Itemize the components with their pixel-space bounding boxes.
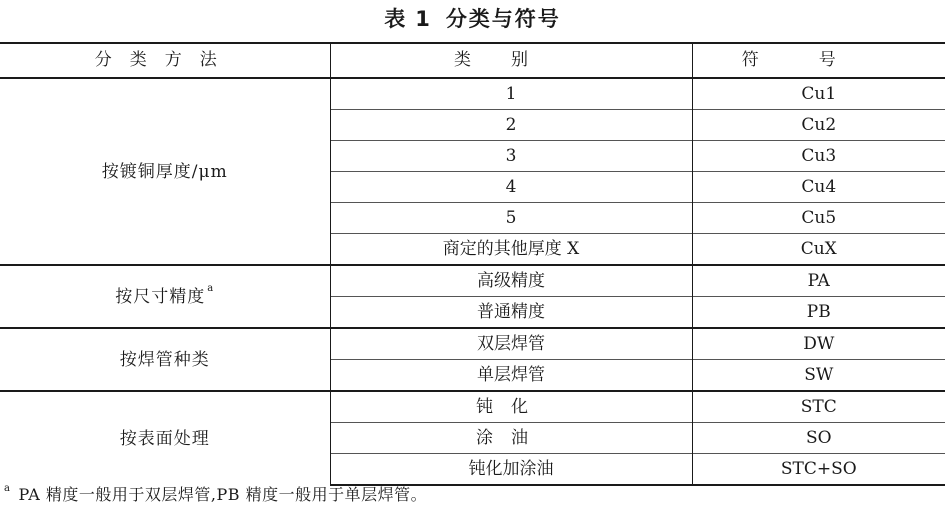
symbol-cell: SO [692, 423, 945, 454]
symbol-cell: CuX [692, 234, 945, 266]
category-cell: 5 [330, 203, 692, 234]
method-cell [0, 78, 330, 265]
table-title-prefix: 表 [384, 7, 408, 31]
symbol-cell: STC [692, 391, 945, 423]
footnote-text: PA 精度一般用于双层焊管,PB 精度一般用于单层焊管。 [18, 485, 428, 504]
category-cell: 单层焊管 [330, 360, 692, 392]
method-label: 按镀铜厚度/μm [101, 161, 228, 182]
table-title [0, 4, 945, 34]
method-label: 按焊管种类 [119, 349, 210, 370]
category-cell: 4 [330, 172, 692, 203]
category-cell: 高级精度 [330, 265, 692, 297]
category-cell: 双层焊管 [330, 328, 692, 360]
table-body [0, 78, 945, 485]
symbol-cell: STC+SO [692, 454, 945, 486]
header-symbol: 符号 [692, 43, 945, 78]
footnote-marker: a [4, 483, 11, 494]
symbol-cell: Cu4 [692, 172, 945, 203]
category-cell: 3 [330, 141, 692, 172]
category-cell: 普通精度 [330, 297, 692, 329]
category-cell: 2 [330, 110, 692, 141]
category-cell: 涂油 [330, 423, 692, 454]
symbol-cell: Cu5 [692, 203, 945, 234]
symbol-cell: Cu1 [801, 84, 837, 104]
category-cell: 1 [330, 78, 692, 110]
table-row [0, 78, 945, 110]
table-title-text: 分类与符号 [445, 7, 561, 31]
header-method: 分类方法 [0, 43, 330, 78]
category-cell: 钝化加涂油 [330, 454, 692, 486]
table-row [0, 391, 945, 423]
symbol-cell: DW [692, 328, 945, 360]
method-cell [0, 265, 330, 328]
symbol-cell: PA [692, 265, 945, 297]
method-label: 按尺寸精度 [115, 286, 206, 307]
symbol-cell: PB [692, 297, 945, 329]
header-category: 类别 [330, 43, 692, 78]
symbol-cell: SW [692, 360, 945, 392]
symbol-cell: Cu2 [692, 110, 945, 141]
method-label: 按表面处理 [119, 428, 210, 449]
method-cell [0, 391, 330, 485]
footnote-reference: a [207, 282, 215, 294]
table-title-number: 1 [415, 7, 432, 31]
category-cell: 商定的其他厚度 X [330, 234, 692, 266]
table-row [0, 328, 945, 360]
header-row [0, 43, 945, 78]
classification-table [0, 42, 945, 486]
symbol-cell: Cu3 [692, 141, 945, 172]
category-cell: 钝化 [330, 391, 692, 423]
method-cell [0, 328, 330, 391]
table-row [0, 265, 945, 297]
footnote [4, 483, 427, 507]
